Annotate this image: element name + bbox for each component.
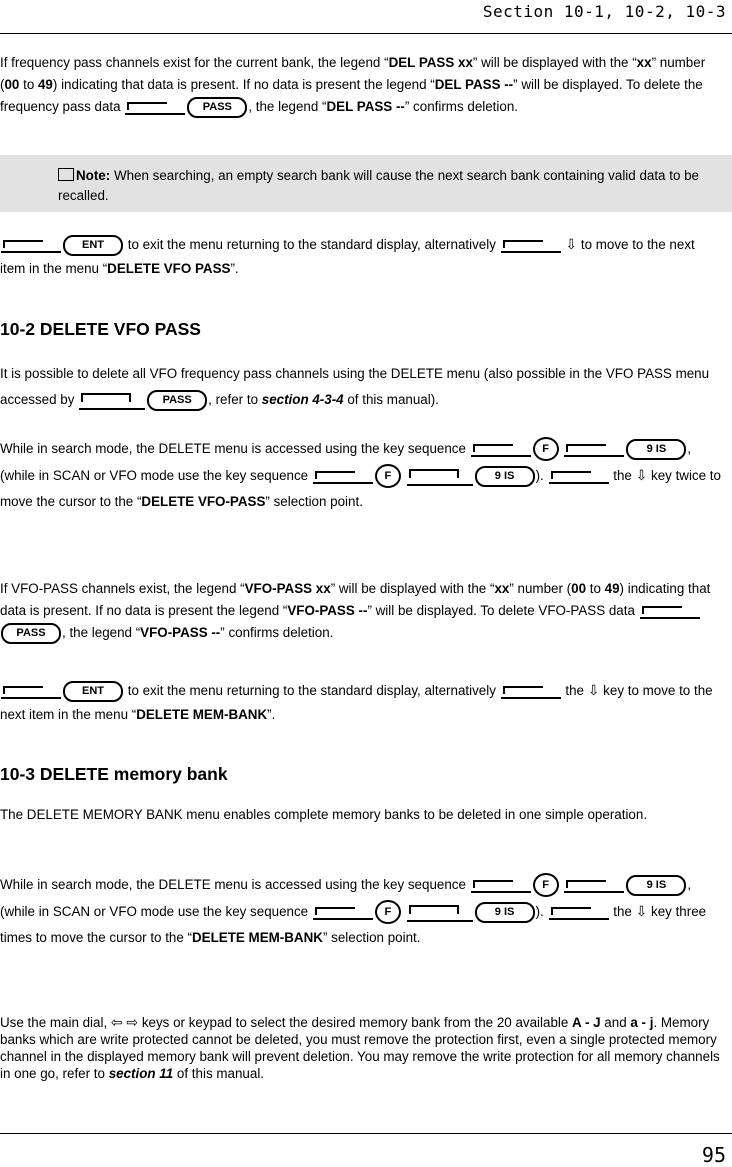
down-arrow-icon: ⇩ bbox=[635, 903, 648, 919]
paragraph-vfo-sequence: While in search mode, the DELETE menu is accessed using the key sequence F 9 IS , (while in SCAN or VFO mode use the key sequence F 9 IS ). the ⇩ key twice to move the cursor to the “DELETE VFO-PASS” selection point. bbox=[0, 436, 722, 515]
paragraph-exit-2: ENT to exit the menu returning to the standard display, alternatively the ⇩ key to move to the next item in the menu “DELETE MEM-BANK”. bbox=[0, 682, 713, 722]
pass-key-icon: PASS bbox=[1, 623, 61, 644]
header-rule bbox=[0, 33, 732, 34]
press-key-icon bbox=[79, 390, 145, 410]
shift-key-icon bbox=[549, 468, 609, 484]
shift-key-icon bbox=[313, 904, 373, 920]
paragraph-mem-select: Use the main dial, ⇦ ⇨ keys or keypad to select the desired memory bank from the 20 available A - J and a - j. Memory banks which are write protected cannot be deleted, you must remove the protection first, even a single protected memory channel in the displayed memory bank will prevent deletion. You may remove the write protection for all memory channels in one go, refer to section 11 of this manual. bbox=[0, 1014, 720, 1081]
down-arrow-icon: ⇩ bbox=[587, 682, 600, 698]
nine-key-icon: 9 IS bbox=[475, 466, 535, 487]
nine-key-icon: 9 IS bbox=[475, 902, 535, 923]
down-arrow-icon: ⇩ bbox=[635, 467, 648, 483]
right-arrow-icon: ⇨ bbox=[126, 1014, 139, 1030]
shift-key-icon bbox=[549, 904, 609, 920]
shift-key-icon bbox=[564, 441, 624, 457]
section-header: Section 10-1, 10-2, 10-3 bbox=[482, 2, 726, 21]
press-key-icon bbox=[407, 466, 473, 486]
nine-key-icon: 9 IS bbox=[626, 875, 686, 896]
note-icon bbox=[58, 168, 74, 181]
shift-key-icon bbox=[501, 237, 561, 253]
shift-key-icon bbox=[125, 99, 185, 115]
paragraph-vfo-intro: It is possible to delete all VFO frequency pass channels using the DELETE menu (also possible in the VFO PASS menu accessed by PASS , refer to section 4-3-4 of this manual). bbox=[0, 361, 722, 413]
note-text: Note: When searching, an empty search bank will cause the next search bank containing valid data to be recalled. bbox=[58, 168, 700, 203]
page-number: 95 bbox=[701, 1143, 726, 1167]
shift-key-icon bbox=[564, 877, 624, 893]
shift-key-icon bbox=[471, 877, 531, 893]
footer-rule bbox=[0, 1133, 732, 1134]
ent-key-icon: ENT bbox=[63, 235, 123, 256]
f-key-icon: F bbox=[533, 873, 559, 897]
paragraph-del-pass: If frequency pass channels exist for the current bank, the legend “DEL PASS xx” will be displayed with the “xx” number (00 to 49) indicating that data is present. If no data is present the legend “DEL PASS --” will be displayed. To delete the frequency pass data PASS , the legend “DEL PASS --” confirms deletion. bbox=[0, 52, 722, 118]
f-key-icon: F bbox=[375, 464, 401, 488]
shift-key-icon bbox=[501, 683, 561, 699]
pass-key-icon: PASS bbox=[187, 97, 247, 118]
paragraph-mem-sequence: While in search mode, the DELETE menu is accessed using the key sequence F 9 IS , (while in SCAN or VFO mode use the key sequence F 9 IS ). the ⇩ key three times to move the cursor to the “DELETE MEM-BANK” selection point. bbox=[0, 872, 722, 951]
shift-key-icon bbox=[471, 441, 531, 457]
ent-key-icon: ENT bbox=[63, 681, 123, 702]
press-key-icon bbox=[407, 902, 473, 922]
heading-10-2: 10-2 DELETE VFO PASS bbox=[0, 319, 201, 339]
nine-key-icon: 9 IS bbox=[626, 439, 686, 460]
shift-key-icon bbox=[1, 683, 61, 699]
shift-key-icon bbox=[1, 237, 61, 253]
f-key-icon: F bbox=[533, 437, 559, 461]
paragraph-mem-intro: The DELETE MEMORY BANK menu enables complete memory banks to be deleted in one simple operation. bbox=[0, 807, 648, 822]
paragraph-exit-1: ENT to exit the menu returning to the standard display, alternatively ⇩ to move to the next item in the menu “DELETE VFO PASS”. bbox=[0, 236, 695, 276]
shift-key-icon bbox=[313, 468, 373, 484]
paragraph-vfo-legend: If VFO-PASS channels exist, the legend “VFO-PASS xx” will be displayed with the “xx” number (00 to 49) indicating that data is present. If no data is present the legend “VFO-PASS --” will be displayed. To delete VFO-PASS data PASS , the legend “VFO-PASS --” confirms deletion. bbox=[0, 578, 722, 644]
down-arrow-icon: ⇩ bbox=[565, 236, 578, 252]
pass-key-icon: PASS bbox=[147, 390, 207, 411]
heading-10-3: 10-3 DELETE memory bank bbox=[0, 764, 228, 784]
shift-key-icon bbox=[640, 603, 700, 619]
f-key-icon: F bbox=[375, 900, 401, 924]
left-arrow-icon: ⇦ bbox=[110, 1014, 123, 1030]
